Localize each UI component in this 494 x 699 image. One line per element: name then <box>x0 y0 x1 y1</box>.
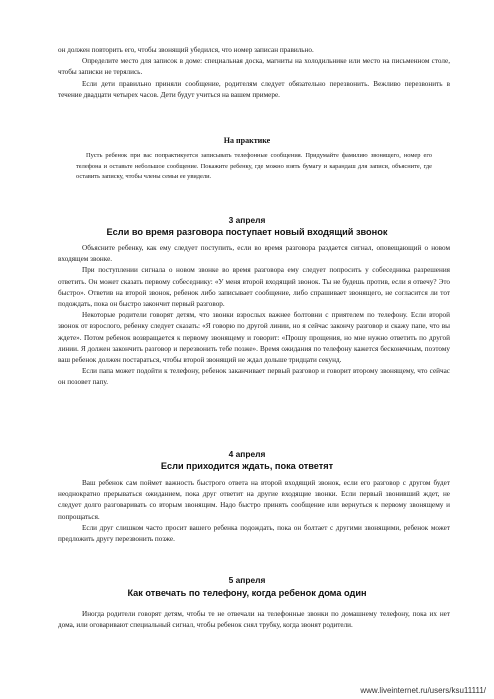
section-date: 4 апреля <box>228 449 266 459</box>
source-url: www.liveinternet.ru/users/ksu11111/ <box>360 686 486 695</box>
section-title: Если приходится ждать, пока ответят <box>160 461 334 471</box>
paragraph: Если дети правильно приняли сообщение, родителям следует обязательно перезвонить. Вежливо перезвонить в течение двадцати четырех часов. Дети будут учиться на вашем примере. <box>58 79 450 99</box>
practice-title: На практике <box>223 136 271 145</box>
section-date: 3 апреля <box>228 215 266 225</box>
practice-text <box>76 151 432 183</box>
paragraph: Ваш ребенок сам поймет важность быстрого ответа на второй входящий звонок, если его разговор с другом будет неоднократно прерываться ожиданием, пока друг ответит на другие входящие звонки. Если первый звонивший ждет, не следует долго разговаривать со вторым звонящим. Надо быстро принять сообщение или вернуться к первому звонящему и попрощаться. <box>58 479 450 521</box>
paragraph: Если друг слишком часто просит вашего ребенка подождать, пока он болтает с другими звонящими, ребенок может предложить другу перезвонить позже. <box>58 523 450 544</box>
paragraph: Объясните ребенку, как ему следует поступить, если во время разговора раздается сигнал, оповещающий о новом входящем звонке. <box>58 244 450 264</box>
section-title: Если во время разговора поступает новый входящий звонок <box>106 227 388 237</box>
section-body <box>58 478 450 545</box>
paragraph: он должен повторить его, чтобы звонящий убедился, что номер записан правильно. <box>58 46 314 54</box>
paragraph: При поступлении сигнала о новом звонке во время разговора ему следует попросить у собеседника разрешения ответить. Он может сказать первому собеседнику: «У меня второй входящий звонок. Ты не будешь против, если я отвечу? Это быстро». Ответив на второй звонок, ребенок либо записывает сообщение, либо спрашивает звонящего, не согласится ли тот подождать, пока он быстро закончит первый разговор. <box>58 266 450 309</box>
section-date: 5 апреля <box>228 575 266 585</box>
section-title: Как отвечать по телефону, когда ребенок дома один <box>127 588 367 598</box>
section-body <box>58 609 450 631</box>
paragraph: Если папа может подойти к телефону, ребенок заканчивает первый разговор и говорит второму звонящему, что сейчас он позовет папу. <box>58 367 450 387</box>
top-text <box>58 45 450 101</box>
section-body <box>58 243 450 389</box>
paragraph: Определите место для записок в доме: специальная доска, магниты на холодильнике или место на письменном столе, чтобы записки не терялись. <box>58 57 450 77</box>
paragraph: Пусть ребенок при вас попрактикуется записывать телефонные сообщения. Придумайте фамилию звонящего, номер его телефона и оставьте небольшое сообщение. Покажите ребенку, где можно взять бумагу и карандаш для записи, объясните, где оставить записку, чтобы члены семьи ее увидели. <box>76 152 432 180</box>
paragraph: Иногда родители говорят детям, чтобы те не отвечали на телефонные звонки по домашнему телефону, пока их нет дома, или оговаривают специальный сигнал, чтобы ребенок снял трубку, когда звонят родители. <box>58 610 450 630</box>
paragraph: Некоторые родители говорят детям, что звонки взрослых важнее болтовни с приятелем по телефону. Если второй звонок от взрослого, ребенку следует сказать: «Я говорю по другой линии, но я сейчас закончу разговор и скажу папе, что вы ждете». Потом ребенок возвращается к первому звонящему и говорит: «Прошу прощения, но мне нужно ответить по другой линии. Я должен закончить разговор и перезвонить тебе позже». Время ожидания по телефону кажется бесконечным, поэтому ваш ребенок должен постараться, чтобы второй звонящий не ждал дольше тридцати секунд. <box>58 311 450 365</box>
